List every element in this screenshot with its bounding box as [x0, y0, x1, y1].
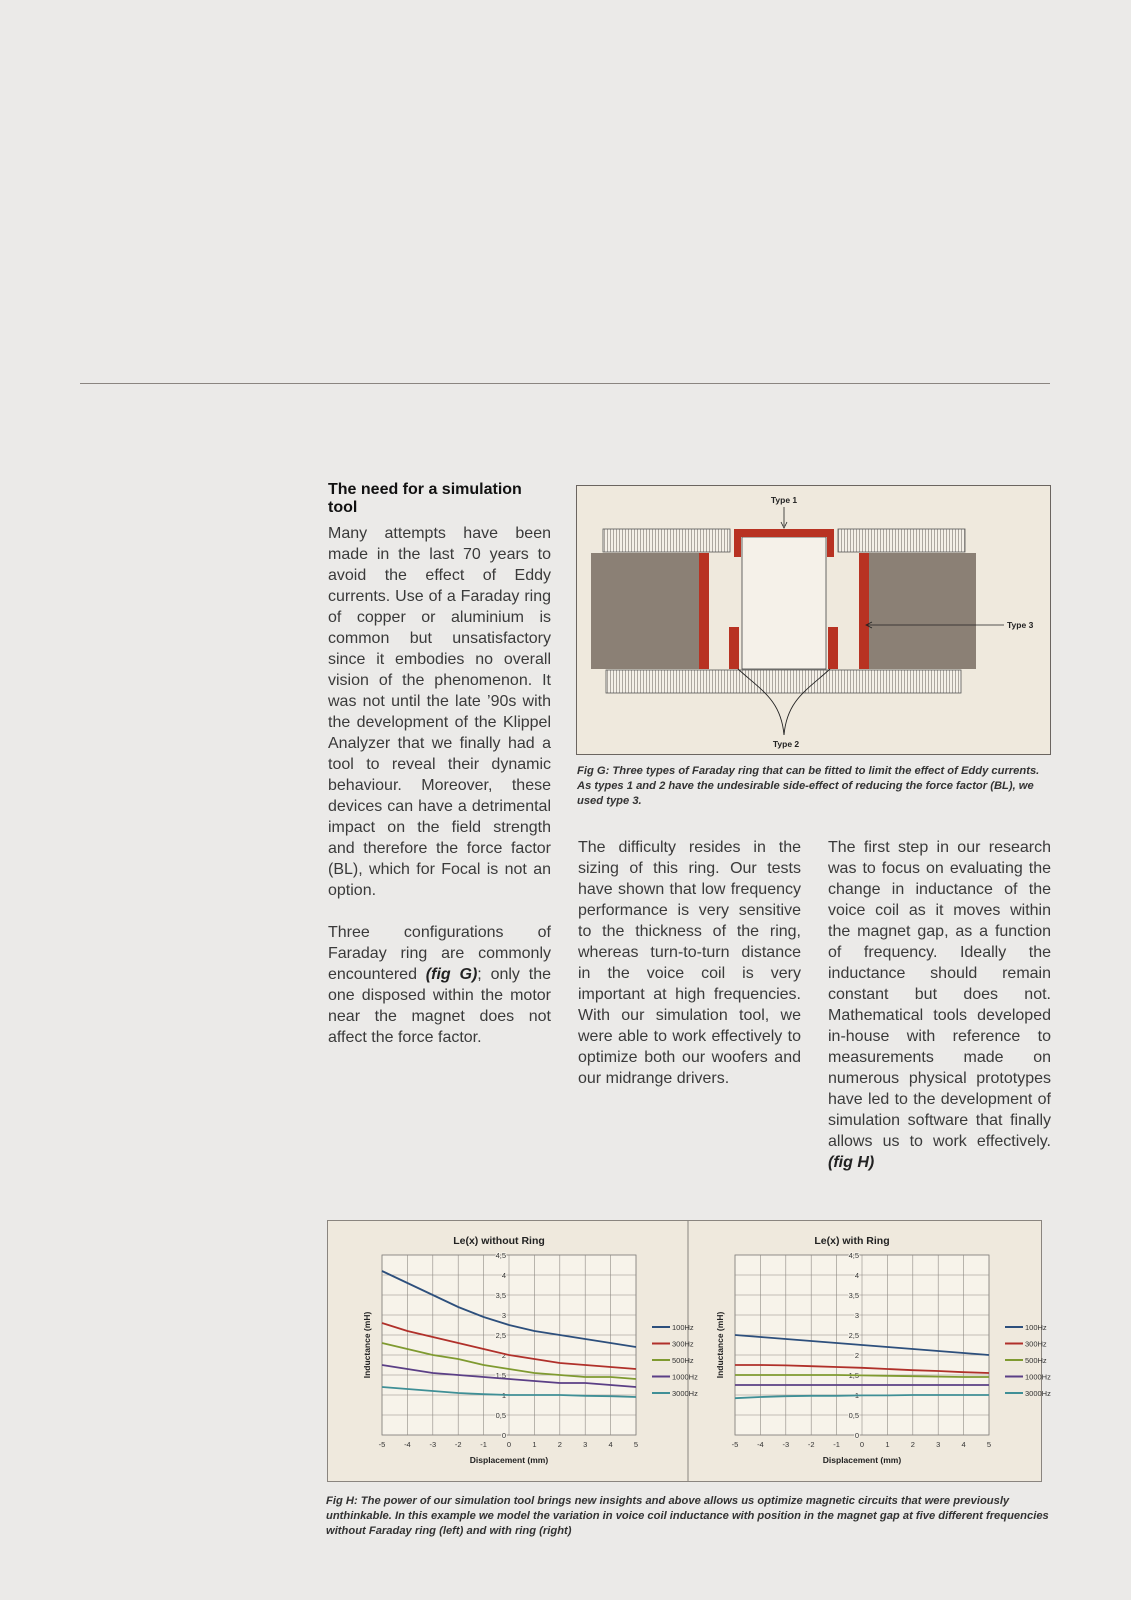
legend-label: 1000Hz	[1025, 1372, 1051, 1382]
chart-title: Le(x) with Ring	[814, 1235, 890, 1247]
y-tick-label: 2,5	[495, 1331, 506, 1340]
x-tick-label: -3	[782, 1440, 790, 1449]
y-tick-label: 0	[854, 1431, 859, 1440]
x-tick-label: 1	[885, 1440, 890, 1449]
y-tick-label: 4	[501, 1271, 506, 1280]
top-plate-right	[838, 529, 965, 552]
y-tick-label: 0,5	[848, 1411, 859, 1420]
legend-label: 100Hz	[1025, 1323, 1047, 1332]
legend-label: 1000Hz	[672, 1372, 698, 1382]
y-tick-label: 1	[854, 1391, 859, 1400]
legend-label: 3000Hz	[672, 1389, 698, 1398]
label-type-3: Type 3	[1007, 620, 1034, 630]
x-tick-label: -3	[429, 1440, 437, 1449]
ring-type-2-right	[828, 627, 838, 669]
horizontal-divider	[80, 383, 1050, 384]
y-tick-label: 4	[854, 1271, 859, 1280]
x-tick-label: 4	[961, 1440, 966, 1449]
x-tick-label: -5	[731, 1440, 739, 1449]
y-tick-label: 1,5	[495, 1371, 506, 1380]
y-tick-label: 3	[854, 1311, 859, 1320]
y-tick-label: 4,5	[848, 1251, 859, 1260]
y-tick-label: 3,5	[848, 1291, 859, 1300]
x-tick-label: 3	[936, 1440, 941, 1449]
x-tick-label: 0	[859, 1440, 865, 1449]
legend-label: 3000Hz	[1025, 1389, 1051, 1398]
section-heading: The need for a simulation tool	[328, 481, 522, 516]
paragraph: Three configurations of Faraday ring are commonly encountered (fig G); only the one disposed within the motor near the magnet does not affect the force factor.	[328, 924, 551, 1046]
top-plate-left	[603, 529, 730, 552]
x-axis-label: Displacement (mm)	[469, 1455, 549, 1465]
x-tick-label: 5	[633, 1440, 639, 1449]
x-tick-label: -4	[757, 1440, 764, 1449]
legend-label: 300Hz	[1025, 1339, 1047, 1349]
x-tick-label: 1	[532, 1440, 537, 1449]
y-tick-label: 0	[501, 1431, 506, 1440]
faraday-ring-diagram	[576, 485, 1051, 755]
text-column-1	[328, 523, 551, 1069]
label-type-1: Type 1	[770, 495, 798, 505]
x-tick-label: 3	[583, 1440, 588, 1449]
x-tick-label: 2	[910, 1440, 915, 1449]
text-column-3	[828, 837, 1051, 1194]
x-tick-label: -1	[480, 1440, 487, 1449]
ring-type-2-left	[729, 627, 739, 669]
x-axis-label: Displacement (mm)	[822, 1455, 902, 1465]
paragraph: The difficulty resides in the sizing of this ring. Our tests have shown that low frequency performance is very sensitive to the thickness of the ring, whereas turn-to-turn distance in the voice coil is very important at high frequencies. With our simulation tool, we were able to work effectively to optimize both our woofers and our midrange drivers.	[578, 839, 801, 1087]
x-tick-label: -4	[404, 1440, 411, 1449]
x-tick-label: -5	[378, 1440, 386, 1449]
legend-label: 500Hz	[672, 1356, 694, 1365]
paragraph: Many attempts have been made in the last 70 years to avoid the effect of Eddy currents. Use of a Faraday ring of copper or aluminium is common but unsatisfactory since it embodies no overall vision of the phenomenon. It was not until the late ’90s with the development of the Klippel Analyzer that we finally had a tool to reveal their dynamic behaviour. Moreover, these devices can have a detrimental impact on the field strength and therefore the force factor (BL), which for Focal is not an option.	[328, 525, 551, 899]
x-tick-label: 5	[986, 1440, 992, 1449]
y-tick-label: 1,5	[848, 1371, 859, 1380]
y-tick-label: 2	[501, 1351, 506, 1360]
y-tick-label: 0,5	[495, 1411, 506, 1420]
legend-label: 100Hz	[672, 1323, 694, 1332]
paragraph: The first step in our research was to focus on evaluating the change in inductance of the voice coil as it moves within the magnet gap, as a function of frequency. Ideally the inductance should remain constant but does not. Mathematical tools developed in-house with reference to measurements made on numerous physical prototypes have led to the development of simulation software that finally allows us to work effectively. (fig H)	[828, 839, 1051, 1171]
y-axis-label: Inductance (mH)	[715, 1311, 725, 1379]
y-tick-label: 4,5	[495, 1251, 506, 1260]
magnet-right	[868, 553, 976, 669]
text-column-2	[578, 837, 801, 1110]
x-tick-label: 0	[506, 1440, 512, 1449]
y-tick-label: 1	[501, 1391, 506, 1400]
y-tick-label: 3,5	[495, 1291, 506, 1300]
x-tick-label: -2	[454, 1440, 462, 1449]
legend-label: 300Hz	[672, 1339, 694, 1349]
x-tick-label: 4	[608, 1440, 613, 1449]
legend-label: 500Hz	[1025, 1356, 1047, 1365]
chart-title: Le(x) without Ring	[453, 1235, 545, 1247]
y-tick-label: 3	[501, 1311, 506, 1320]
y-tick-label: 2,5	[848, 1331, 859, 1340]
fig-reference: (fig H)	[828, 1154, 875, 1171]
x-tick-label: 2	[557, 1440, 562, 1449]
inductance-charts	[327, 1220, 1051, 1482]
y-tick-label: 2	[854, 1351, 859, 1360]
fig-h-caption: Fig H: The power of our simulation tool brings new insights and above allows us optimize magnetic circuits that were previously unthinkable. In this example we model the variation in voice coil inductance with position in the magnet gap at five different frequencies without Faraday ring (left) and with ring (right)	[326, 1495, 1049, 1537]
label-type-2: Type 2	[772, 739, 800, 749]
x-tick-label: -1	[833, 1440, 840, 1449]
ring-type-3-right	[859, 553, 869, 669]
magnet-left	[591, 553, 699, 669]
y-axis-label: Inductance (mH)	[362, 1311, 372, 1379]
x-tick-label: -2	[807, 1440, 815, 1449]
center-pole	[742, 537, 826, 669]
fig-reference: (fig G)	[425, 966, 478, 983]
ring-type-3-left	[699, 553, 709, 669]
bottom-plate	[606, 670, 961, 693]
fig-g-caption: Fig G: Three types of Faraday ring that can be fitted to limit the effect of Eddy currents. As types 1 and 2 have the undesirable side-effect of reducing the force factor (BL), we used type 3.	[577, 765, 1040, 807]
